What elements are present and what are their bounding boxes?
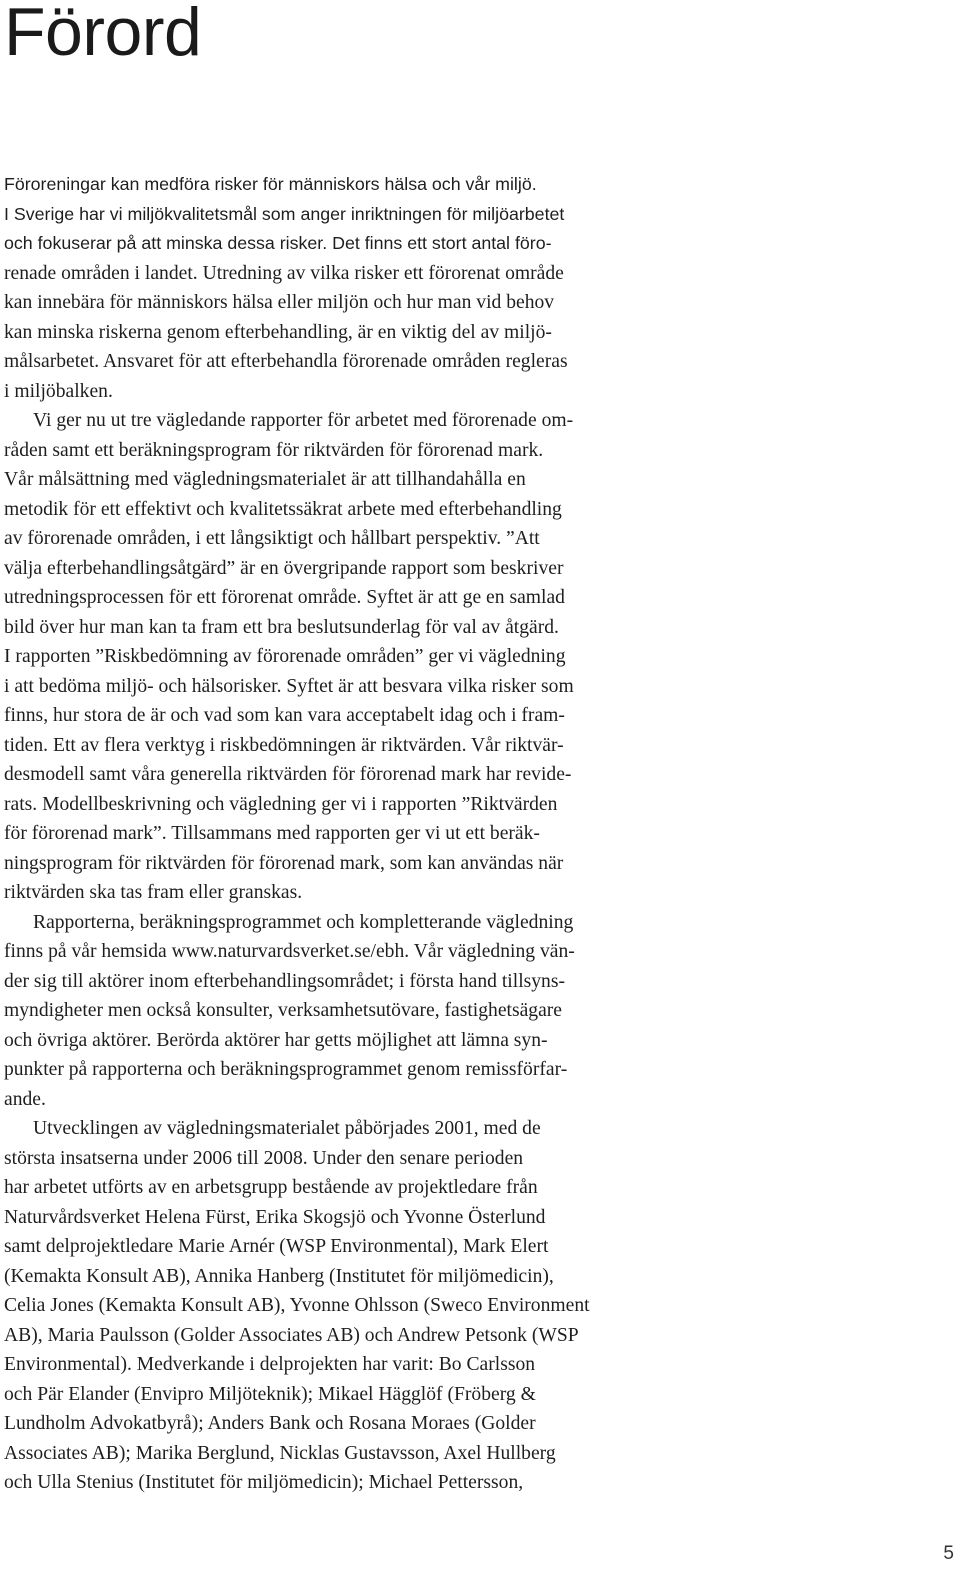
body-text-line: Naturvårdsverket Helena Fürst, Erika Skogsjö och Yvonne Österlund xyxy=(4,1206,546,1228)
body-text-line: punkter på rapporterna och beräkningsprogrammet genom remissförfar- xyxy=(4,1059,568,1080)
body-text-line: AB), Maria Paulsson (Golder Associates AB) och Andrew Petsonk (WSP xyxy=(4,1324,579,1346)
body-text-line: Vår målsättning med vägledningsmaterialet är att tillhandahålla en xyxy=(4,469,526,490)
body-text-line: i miljöbalken. xyxy=(4,380,113,402)
body-text-line: Environmental). Medverkande i delprojekten har varit: Bo Carlsson xyxy=(4,1354,536,1375)
body-text-line: i att bedöma miljö- och hälsorisker. Syftet är att besvara vilka risker som xyxy=(4,675,574,697)
body-text-line: och Pär Elander (Envipro Miljöteknik); Mikael Hägglöf (Fröberg & xyxy=(4,1383,536,1405)
page-number: 5 xyxy=(943,1543,954,1564)
body-text-line: Rapporterna, beräkningsprogrammet och kompletterande vägledning xyxy=(33,911,574,933)
body-text-line: Associates AB); Marika Berglund, Nicklas Gustavsson, Axel Hullberg xyxy=(4,1442,556,1464)
body-text-line: myndigheter men också konsulter, verksamhetsutövare, fastighetsägare xyxy=(4,1000,563,1021)
body-text-line: renade områden i landet. Utredning av vilka risker ett förorenat område xyxy=(4,262,564,284)
body-text-line: Lundholm Advokatbyrå); Anders Bank och Rosana Moraes (Golder xyxy=(4,1413,536,1434)
page-title: Förord xyxy=(4,0,202,70)
body-text-line: och Ulla Stenius (Institutet för miljömedicin); Michael Pettersson, xyxy=(4,1472,524,1493)
body-text-line: Vi ger nu ut tre vägledande rapporter för arbetet med förorenade om- xyxy=(33,410,574,431)
body-text-line: och övriga aktörer. Berörda aktörer har getts möjlighet att lämna syn- xyxy=(4,1029,548,1051)
body-text-line: I Sverige har vi miljökvalitetsmål som anger inriktningen för miljöarbetet xyxy=(4,203,565,224)
foreword-body-text xyxy=(4,170,714,1498)
body-text-line: av förorenade områden, i ett långsiktigt och hållbart perspektiv. ”Att xyxy=(4,528,540,549)
body-text-line: ningsprogram för riktvärden för förorenad mark, som kan användas när xyxy=(4,852,564,874)
body-text-line: för förorenad mark”. Tillsammans med rapporten ger vi ut ett beräk- xyxy=(4,823,540,844)
body-text-line: ande. xyxy=(4,1088,46,1110)
body-text-line: och fokuserar på att minska dessa risker. Det finns ett stort antal förо- xyxy=(4,233,552,253)
body-text-line: Celia Jones (Kemakta Konsult AB), Yvonne Ohlsson (Sweco Environment xyxy=(4,1295,590,1316)
body-text-line: målsarbetet. Ansvaret för att efterbehandla förorenade områden regleras xyxy=(4,351,568,372)
body-text-line: metodik för ett effektivt och kvalitetssäkrat arbete med efterbehandling xyxy=(4,498,562,520)
body-text-line: finns på vår hemsida www.naturvardsverket.se/ebh. Vår vägledning vän- xyxy=(4,941,575,962)
body-text-line: I rapporten ”Riskbedömning av förorenade områden” ger vi vägledning xyxy=(4,646,566,667)
body-text-line: desmodell samt våra generella riktvärden för förorenad mark har revide- xyxy=(4,764,572,785)
body-text-line: der sig till aktörer inom efterbehandlingsområdet; i första hand tillsyns- xyxy=(4,970,566,992)
body-text-line: (Kemakta Konsult AB), Annika Hanberg (Institutet för miljömedicin), xyxy=(4,1265,554,1287)
body-text-line: bild över hur man kan ta fram ett bra beslutsunderlag för val av åtgärd. xyxy=(4,616,559,638)
body-text-line: har arbetet utförts av en arbetsgrupp bestående av projektledare från xyxy=(4,1177,538,1198)
body-text-line: Föroreningar kan medföra risker för människors hälsa och vår miljö. xyxy=(4,174,537,194)
body-text-line: finns, hur stora de är och vad som kan vara acceptabelt idag och i fram- xyxy=(4,705,565,726)
body-text-line: samt delprojektledare Marie Arnér (WSP Environmental), Mark Elert xyxy=(4,1236,549,1257)
body-text-line: kan innebära för människors hälsa eller miljön och hur man vid behov xyxy=(4,292,555,313)
body-text-line: välja efterbehandlingsåtgärd” är en övergripande rapport som beskriver xyxy=(4,557,564,579)
body-text-line: tiden. Ett av flera verktyg i riskbedömningen är riktvärden. Vår riktvär- xyxy=(4,734,564,756)
body-text-line: rats. Modellbeskrivning och vägledning ger vi i rapporten ”Riktvärden xyxy=(4,793,558,815)
body-text-line: utredningsprocessen för ett förorenat område. Syftet är att ge en samlad xyxy=(4,587,565,608)
body-text-line: Utvecklingen av vägledningsmaterialet påbörjades 2001, med de xyxy=(33,1118,541,1139)
body-text-line: riktvärden ska tas fram eller granskas. xyxy=(4,882,303,903)
body-text-line: kan minska riskerna genom efterbehandling, är en viktig del av miljö- xyxy=(4,321,552,343)
body-text-line: största insatserna under 2006 till 2008. Under den senare perioden xyxy=(4,1147,524,1169)
body-text-line: råden samt ett beräkningsprogram för riktvärden för förorenad mark. xyxy=(4,439,544,461)
